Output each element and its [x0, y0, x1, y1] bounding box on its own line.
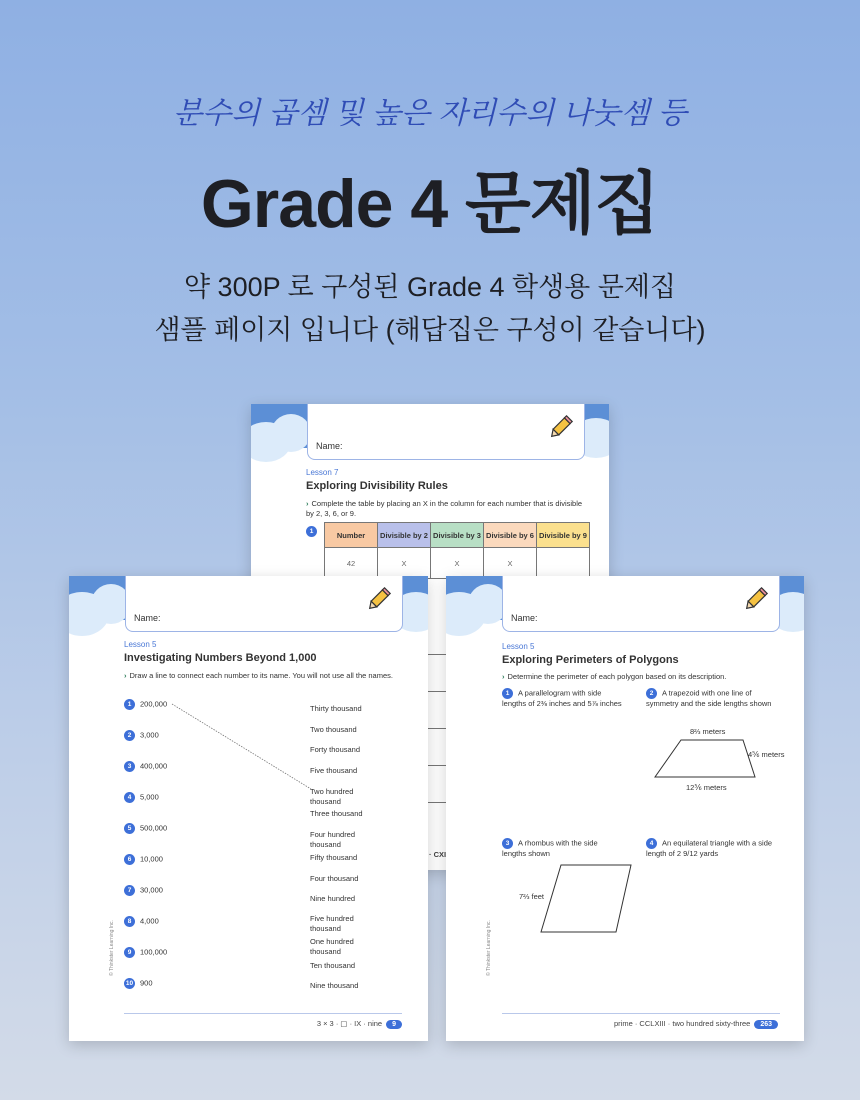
footer-divider — [502, 1013, 780, 1014]
number-item: 2 3,000 — [124, 730, 159, 741]
lesson-title: Exploring Divisibility Rules — [306, 480, 448, 492]
number-item: 4 5,000 — [124, 792, 159, 803]
pencil-icon — [550, 412, 576, 438]
lesson-title: Exploring Perimeters of Polygons — [502, 654, 679, 666]
table-header: Number — [325, 523, 378, 548]
name-option: Ten thousand — [310, 961, 356, 970]
sample-page-numbers — [69, 576, 428, 1041]
page-number-badge: 263 — [754, 1020, 778, 1029]
name-label: Name: — [511, 613, 538, 623]
name-option: Three thousand — [310, 809, 363, 818]
page-footer: 3 × 3 · ▢ · IX · nine 9 — [317, 1019, 402, 1029]
page-footer: · CXI — [429, 850, 447, 859]
trapezoid-side-label: 4⅚ meters — [748, 750, 785, 759]
name-option: Nine hundred — [310, 894, 356, 903]
copyright-text: © Thinkster Learning Inc. — [109, 920, 115, 976]
promo-description-line1: 약 300P 로 구성된 Grade 4 학생용 문제집 — [183, 272, 677, 302]
name-option: Two thousand — [310, 725, 357, 734]
question-4: 4 An equilateral triangle with a side length of 2 9/12 yards — [646, 838, 773, 858]
number-item: 9 100,000 — [124, 947, 167, 958]
promo-subtitle: 분수의 곱셈 및 높은 자리수의 나눗셈 등 — [173, 97, 687, 130]
page-number-badge: 9 — [386, 1020, 402, 1029]
table-continuation — [428, 654, 448, 844]
footer-divider — [124, 1013, 402, 1014]
lesson-number: Lesson 5 — [502, 642, 535, 651]
table-cell: 42 — [325, 548, 378, 579]
question-number: 1 — [306, 523, 322, 541]
question-3: 3 A rhombus with the side lengths shown — [502, 838, 598, 858]
instruction: › Draw a line to connect each number to its name. You will not use all the names. — [124, 671, 393, 680]
rhombus-figure — [536, 861, 636, 936]
question-1: 1 A parallelogram with side lengths of 2⅜ inches and 5⅞ inches — [502, 688, 622, 708]
table-cell: X — [484, 548, 537, 579]
table-cell — [537, 548, 590, 579]
number-item: 7 30,000 — [124, 885, 163, 896]
table-header: Divisible by 9 — [537, 523, 590, 548]
table-cell: X — [431, 548, 484, 579]
number-item: 5 500,000 — [124, 823, 167, 834]
arrow-icon: › — [502, 672, 505, 681]
name-field — [502, 576, 780, 632]
number-item: 3 400,000 — [124, 761, 167, 772]
promo-title: Grade 4 문제집 — [200, 166, 660, 242]
copyright-text: © Thinkster Learning Inc. — [486, 920, 492, 976]
trapezoid-figure — [651, 736, 761, 781]
name-label: Name: — [316, 441, 343, 451]
pencil-icon — [745, 584, 771, 610]
promo-description-line2: 샘플 페이지 입니다 (해답집은 구성이 같습니다) — [154, 315, 706, 345]
name-option: Four hundred thousand — [310, 830, 356, 849]
table-header: Divisible by 2 — [378, 523, 431, 548]
number-item: 1 200,000 — [124, 699, 167, 710]
table-cell: X — [378, 548, 431, 579]
number-item: 10 900 — [125, 978, 153, 988]
sample-page-perimeters — [446, 576, 804, 1041]
cloud-shape — [271, 414, 311, 452]
name-label: Name: — [134, 613, 161, 623]
name-option: Five hundred thousand — [310, 914, 354, 933]
table-header: Divisible by 6 — [484, 523, 537, 548]
table-header: Divisible by 3 — [431, 523, 484, 548]
connect-line — [69, 576, 428, 1041]
lesson-number: Lesson 5 — [124, 640, 157, 649]
lesson-number: Lesson 7 — [306, 468, 339, 477]
instruction: › Determine the perimeter of each polygon based on its description. — [502, 672, 727, 681]
arrow-icon: › — [306, 499, 309, 508]
name-option: Forty thousand — [310, 745, 361, 754]
rhombus-side-label: 7⅔ feet — [519, 892, 545, 901]
name-option: Thirty thousand — [310, 704, 362, 713]
number-item: 6 10,000 — [124, 854, 163, 865]
question-2: 2 A trapezoid with one line of symmetry and the side lengths shown — [646, 688, 772, 708]
trapezoid-top-label: 8⅔ meters — [690, 727, 726, 736]
lesson-title: Investigating Numbers Beyond 1,000 — [124, 652, 317, 664]
name-option: One hundred thousand — [310, 937, 354, 956]
divisibility-table — [324, 522, 590, 579]
name-field — [307, 404, 585, 460]
page-footer: prime · CCLXIII · two hundred sixty-three 263 — [614, 1019, 778, 1029]
name-option: Five thousand — [310, 766, 358, 775]
name-option: Two hundred thousand — [310, 787, 354, 806]
name-option: Nine thousand — [310, 981, 359, 990]
instruction: › Complete the table by placing an X in the column for each number that is divisible by 2, 3, 6, or 9. — [306, 499, 583, 518]
name-option: Fifty thousand — [310, 853, 358, 862]
trapezoid-bottom-label: 12⅚ meters — [686, 783, 727, 792]
number-item: 8 4,000 — [124, 916, 159, 927]
arrow-icon: › — [124, 671, 127, 680]
name-option: Four thousand — [310, 874, 359, 883]
